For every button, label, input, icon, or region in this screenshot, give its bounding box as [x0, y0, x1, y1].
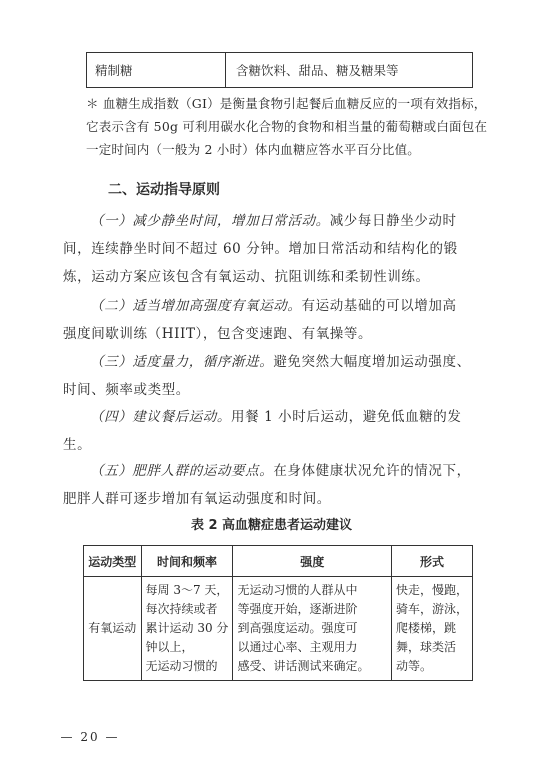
paragraph-4 — [63, 403, 478, 459]
paragraph-lead: （四）建议餐后运动。 — [90, 409, 231, 425]
table-row — [87, 53, 473, 88]
paragraph-line — [63, 457, 478, 485]
cell-line: 每周 3～7 天， — [145, 583, 229, 597]
paragraph-line — [63, 292, 478, 320]
paragraph-line: 生。 — [63, 437, 92, 453]
cell-line: 无运动习惯的人群从中 — [237, 583, 358, 597]
table-cell: 精制糖 — [87, 53, 226, 88]
cell-line: 无运动习惯的 — [145, 659, 218, 673]
column-header: 时间和频率 — [141, 546, 233, 577]
paragraph-lead: （三）适度量力，循序渐进。 — [90, 354, 274, 370]
exercise-type-cell: 有氧运动 — [84, 577, 142, 681]
cell-line: 到高强度运动。强度可 — [237, 621, 358, 635]
cell-line: 爬楼梯，跳 — [395, 621, 456, 635]
paragraph-3 — [63, 348, 478, 404]
exercise-advice-table — [83, 545, 473, 681]
table-title: 表 2 高血糖症患者运动建议 — [190, 518, 353, 533]
paragraph-lead: （一）减少静坐时间，增加日常活动。 — [90, 213, 330, 229]
time-frequency-cell — [141, 577, 233, 681]
column-header: 形式 — [391, 546, 472, 577]
footnote-line: 它表示含有 50g 可利用碳水化合物的食物和相当量的葡萄糖或白面包在 — [86, 119, 488, 134]
food-table-fragment — [86, 52, 473, 88]
paragraph-rest: 在身体健康状况允许的情况下， — [273, 463, 471, 479]
table-row — [84, 577, 473, 681]
footnote-line: 一定时间内（一般为 2 小时）体内血糖应答水平百分比值。 — [86, 142, 421, 157]
paragraph-rest: 减少每日静坐少动时 — [329, 213, 457, 229]
table-header-row — [84, 546, 473, 577]
paragraph-1 — [63, 207, 478, 291]
paragraph-line: 时间、频率或类型。 — [63, 382, 190, 398]
paragraph-line — [63, 207, 478, 235]
paragraph-line: 炼，运动方案应该包含有氧运动、抗阻训练和柔韧性训练。 — [63, 269, 430, 285]
footnote-line: ＊ 血糖生成指数（GI）是衡量食物引起餐后血糖反应的一项有效指标， — [86, 96, 487, 111]
cell-line: 累计运动 30 分 — [145, 621, 229, 635]
column-header: 运动类型 — [84, 546, 142, 577]
intensity-cell — [233, 577, 392, 681]
cell-line: 舞，球类活 — [395, 640, 456, 654]
paragraph-rest: 避免突然大幅度增加运动强度、 — [273, 354, 471, 370]
form-cell — [391, 577, 472, 681]
gi-footnote — [86, 92, 488, 161]
cell-line: 动等。 — [395, 659, 432, 673]
paragraph-rest: 用餐 1 小时后运动，避免低血糖的发 — [231, 409, 462, 425]
cell-line: 钟以上， — [145, 640, 194, 654]
paragraph-lead: （五）肥胖人群的运动要点。 — [90, 463, 274, 479]
paragraph-lead: （二）适当增加高强度有氧运动。 — [90, 298, 302, 314]
paragraph-line — [63, 348, 478, 376]
paragraph-line: 肥胖人群可逐步增加有氧运动强度和时间。 — [63, 491, 331, 507]
paragraph-line: 间，连续静坐时间不超过 60 分钟。增加日常活动和结构化的锻 — [63, 241, 458, 257]
cell-line: 快走，慢跑， — [395, 583, 468, 597]
paragraph-line: 强度间歇训练（HIIT），包含变速跑、有氧操等。 — [63, 326, 373, 342]
paragraph-5 — [63, 457, 478, 513]
cell-line: 骑车，游泳， — [395, 602, 468, 616]
cell-line: 等强度开始，逐渐进阶 — [237, 602, 358, 616]
table-cell: 含糖饮料、甜品、糖及糖果等 — [226, 53, 473, 88]
section-heading: 二、运动指导原则 — [108, 182, 220, 198]
page-number: — 20 — — [60, 730, 120, 744]
paragraph-2 — [63, 292, 478, 348]
cell-line: 感受、讲话测试来确定。 — [237, 659, 370, 673]
paragraph-line — [63, 403, 478, 431]
paragraph-rest: 有运动基础的可以增加高 — [301, 298, 457, 314]
column-header: 强度 — [233, 546, 392, 577]
cell-line: 以通过心率、主观用力 — [237, 640, 358, 654]
cell-line: 每次持续或者 — [145, 602, 218, 616]
